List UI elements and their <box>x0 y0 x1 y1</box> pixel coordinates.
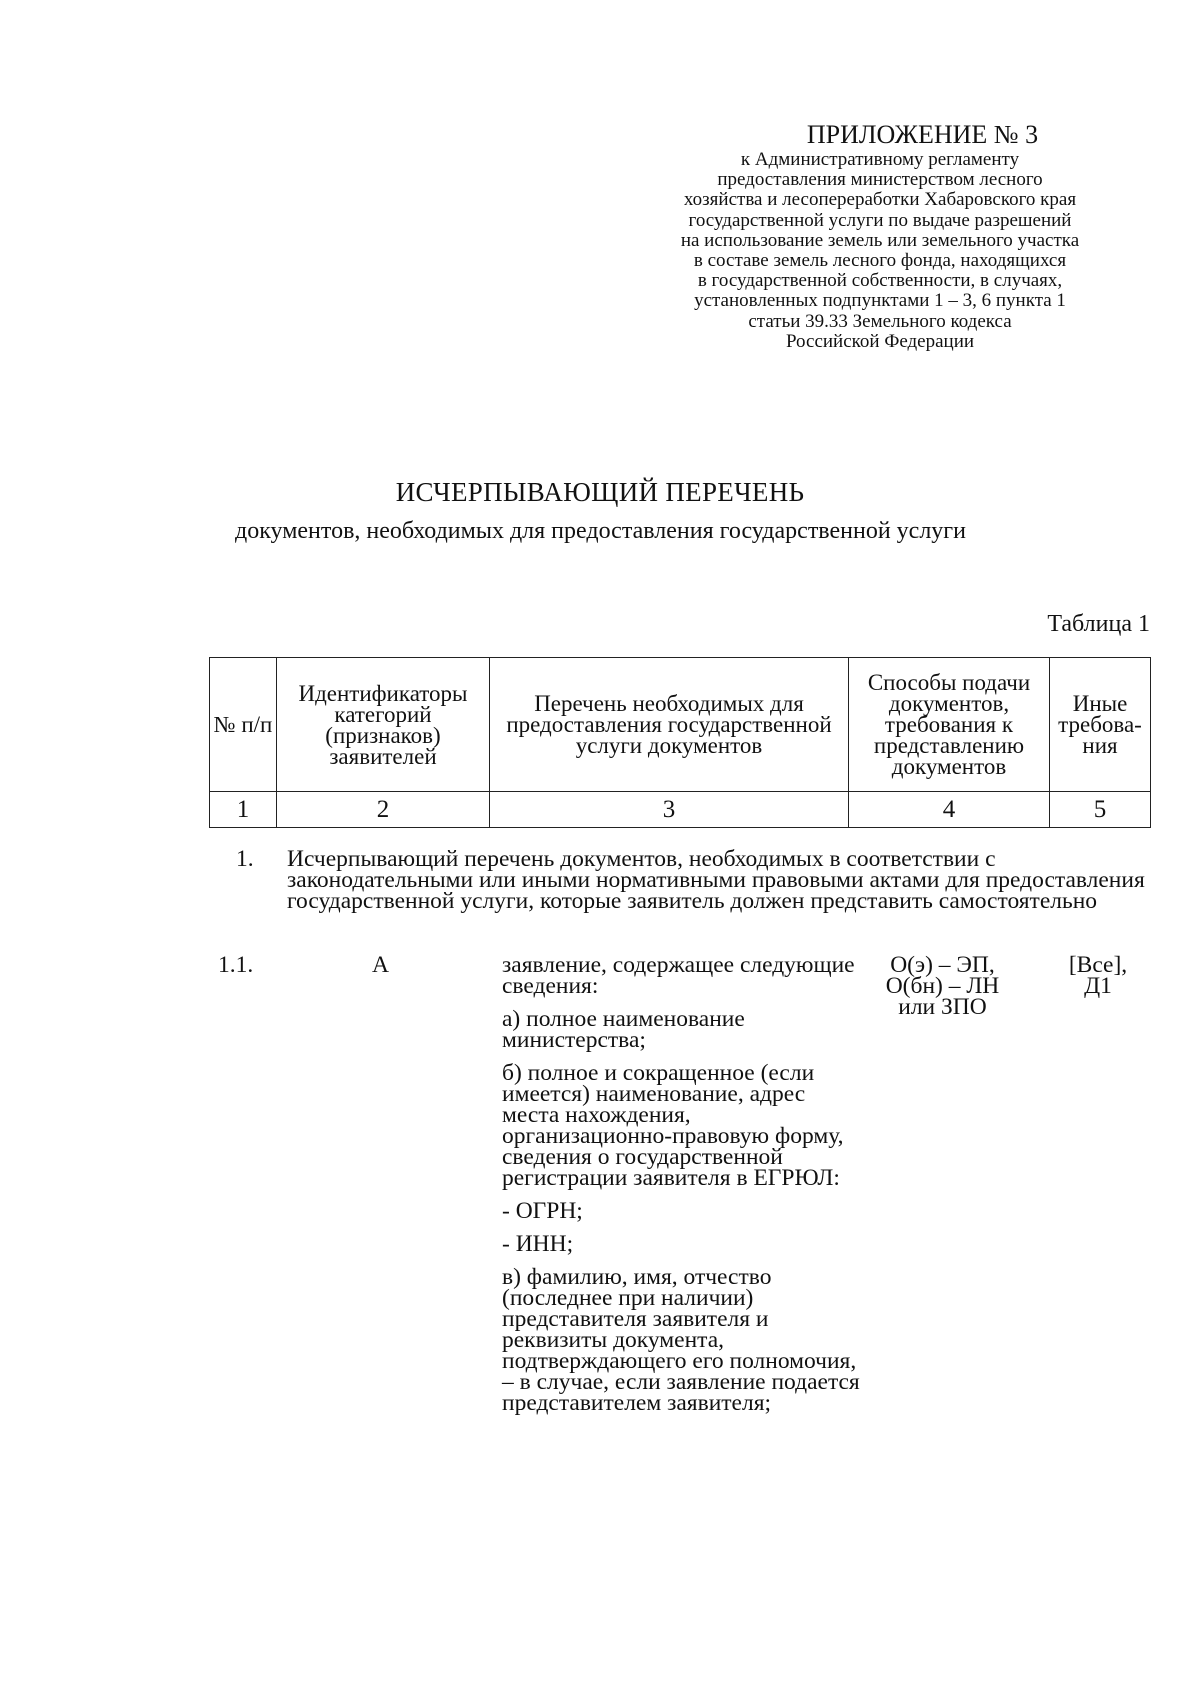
submission-line: или ЗПО <box>898 994 987 1020</box>
document-item: заявление, содержащее следующие сведения: <box>502 952 855 999</box>
appendix-line: хозяйства и лесопереработки Хабаровского края <box>683 189 1077 211</box>
header-categories: Идентификаторы категорий (признаков) заявителей <box>277 658 490 792</box>
section-text: Исчерпывающий перечень документов, необходимых в соответствии с законодательными или иными нормативными правовыми актами для предоставления государственной услуги, которые заявитель должен представить самостоятельно <box>287 846 1145 914</box>
column-number: 1 <box>210 792 277 828</box>
documents-table <box>209 657 1151 828</box>
appendix-line: в государственной собственности, в случаях, <box>697 270 1063 292</box>
header-documents: Перечень необходимых для предоставления государственной услуги документов <box>490 658 849 792</box>
appendix-title: ПРИЛОЖЕНИЕ № 3 <box>806 120 1039 149</box>
appendix-line: статьи 39.33 Земельного кодекса <box>748 310 1012 332</box>
appendix-caption <box>620 150 1140 352</box>
section-number: 1. <box>236 846 254 872</box>
document-item: в) фамилию, имя, отчество (последнее при наличии) представителя заявителя и реквизиты документа, подтверждающего его полномочия, – в случае, если заявление подается представителем заявителя; <box>502 1264 860 1416</box>
row-other-requirements <box>1048 952 1148 999</box>
column-number: 3 <box>490 792 849 828</box>
document-item: - ИНН; <box>502 1231 574 1257</box>
header-number: № п/п <box>210 658 277 792</box>
header-other-requirements: Иные требова-ния <box>1050 658 1151 792</box>
document-item: б) полное и сокращенное (если имеется) наименование, адрес места нахождения, организационно-правовую форму, сведения о государственной регистрации заявителя в ЕГРЮЛ: <box>502 1060 844 1191</box>
table-label: Таблица 1 <box>1047 611 1150 637</box>
submission-line: О(э) – ЭП, <box>890 952 995 978</box>
table-header-row <box>210 658 1151 792</box>
row-number: 1.1. <box>218 952 254 978</box>
document-item: а) полное наименование министерства; <box>502 1006 745 1053</box>
document-heading: ИСЧЕРПЫВАЮЩИЙ ПЕРЕЧЕНЬ <box>395 477 805 507</box>
row-submission-methods <box>860 952 1025 1020</box>
appendix-line: к Административному регламенту <box>740 149 1020 170</box>
column-number: 5 <box>1050 792 1151 828</box>
appendix-line: Российской Федерации <box>785 330 975 352</box>
column-number: 4 <box>849 792 1050 828</box>
row-category: А <box>372 952 389 978</box>
appendix-line: на использование земель или земельного участка <box>680 229 1080 251</box>
column-number: 2 <box>277 792 490 828</box>
appendix-line: государственной услуги по выдаче разрешений <box>688 209 1072 231</box>
appendix-line: установленных подпунктами 1 – 3, 6 пункта 1 <box>694 290 1066 312</box>
appendix-line: предоставления министерством лесного <box>717 169 1043 191</box>
document-subheading: документов, необходимых для предоставления государственной услуги <box>235 518 966 544</box>
document-item: - ОГРН; <box>502 1198 583 1224</box>
appendix-line: в составе земель лесного фонда, находящихся <box>693 250 1067 272</box>
table-number-row <box>210 792 1151 828</box>
header-submission-methods: Способы подачи документов, требования к представлению документов <box>849 658 1050 792</box>
requirement-line: Д1 <box>1084 973 1112 999</box>
row-documents <box>502 952 862 1426</box>
requirement-line: [Все], <box>1068 952 1128 978</box>
submission-line: О(бн) – ЛН <box>885 973 1000 999</box>
